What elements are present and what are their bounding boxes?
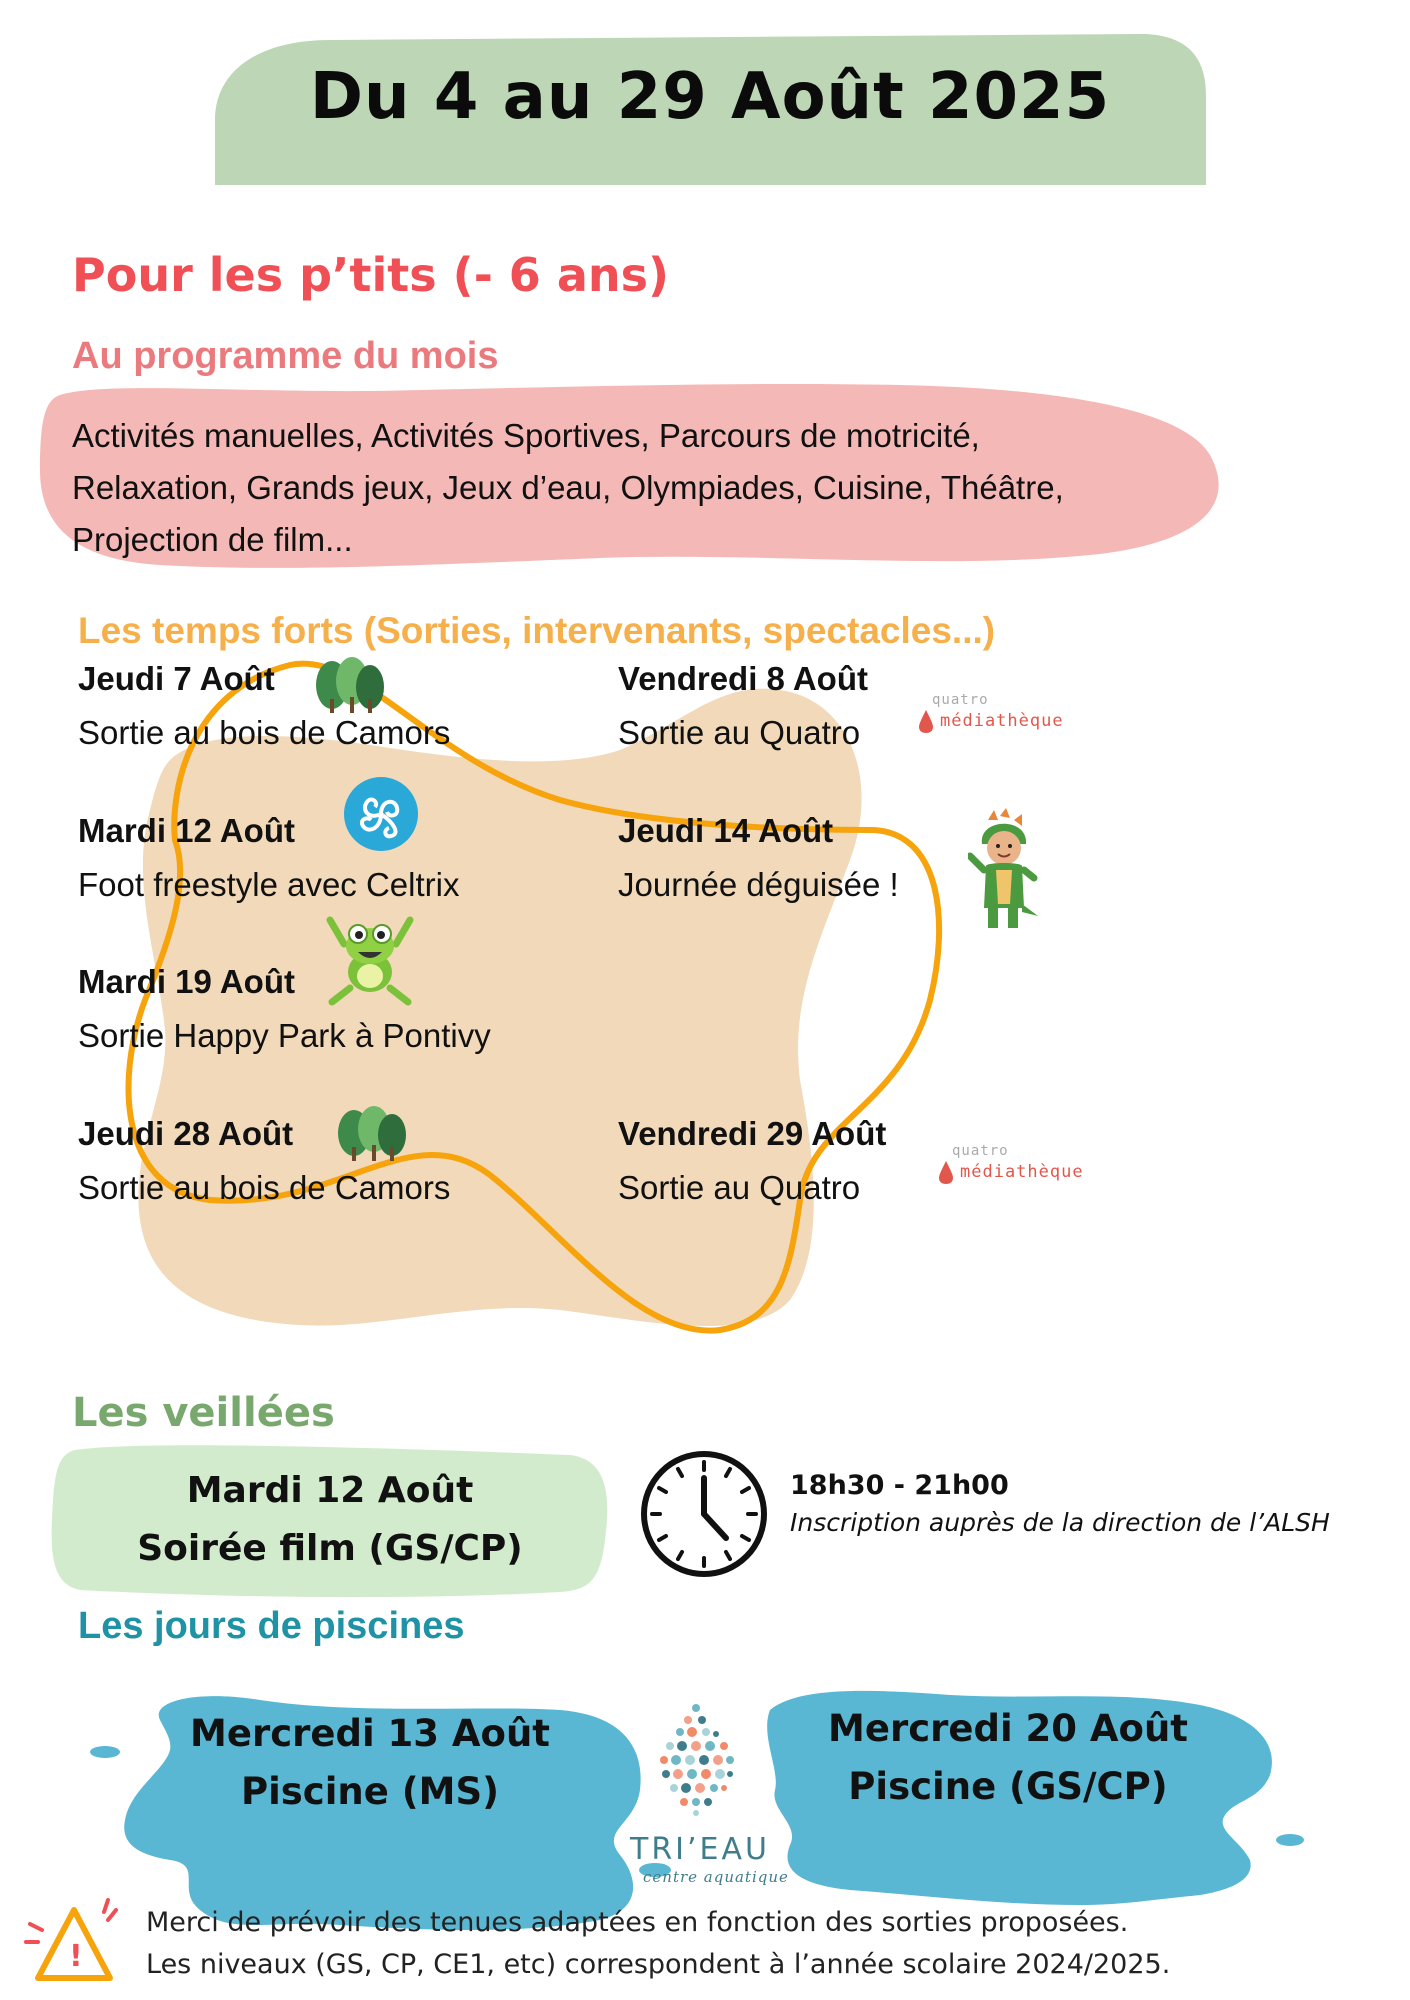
veillee-event [60, 1462, 600, 1578]
trieau-logo-sub: centre aquatique [643, 1868, 789, 1886]
event-date: Mardi 12 Août [78, 812, 295, 849]
event-desc: Journée déguisée ! [618, 866, 899, 903]
programme-line: Relaxation, Grands jeux, Jeux d’eau, Olympiades, Cuisine, Théâtre, [72, 469, 1064, 506]
trieau-logo-mark [648, 1700, 744, 1818]
quatro-logo-big: médiathèque [940, 711, 1064, 731]
veillees-heading: Les veillées [72, 1390, 335, 1436]
piscines-heading: Les jours de piscines [78, 1605, 465, 1647]
event-desc: Sortie au bois de Camors [78, 1169, 451, 1206]
event-item [78, 963, 491, 1055]
pool-day-left [150, 1705, 590, 1821]
event-item [78, 660, 450, 752]
event-date: Vendredi 29 Août [618, 1115, 887, 1152]
event-desc: Sortie au Quatro [618, 714, 861, 751]
clock-icon [638, 1448, 770, 1580]
svg-text:!: ! [69, 1939, 83, 1974]
section-main-heading: Pour les p’tits (- 6 ans) [72, 248, 670, 302]
warning-icon [24, 1898, 120, 1986]
quatro-logo-small: quatro [932, 692, 989, 708]
footer-line: Les niveaux (GS, CP, CE1, etc) correspondent à l’année scolaire 2024/2025. [146, 1949, 1171, 1980]
frog-icon [322, 910, 418, 1010]
trees-icon [314, 655, 386, 715]
pool-date: Mercredi 13 Août [190, 1712, 550, 1755]
pool-group: Piscine (GS/CP) [848, 1765, 1168, 1808]
event-date: Jeudi 7 Août [78, 660, 275, 697]
event-item [618, 660, 868, 752]
event-date: Mardi 19 Août [78, 963, 295, 1000]
veillee-time: 18h30 - 21h00 [790, 1470, 1009, 1501]
trees-icon [336, 1105, 408, 1163]
temps-forts-heading: Les temps forts (Sorties, intervenants, spectacles...) [78, 610, 996, 651]
event-desc: Sortie Happy Park à Pontivy [78, 1017, 491, 1054]
programme-line: Projection de film... [72, 521, 353, 558]
event-item [618, 812, 899, 904]
drop-icon [938, 1159, 954, 1185]
event-desc: Foot freestyle avec Celtrix [78, 866, 460, 903]
veillee-date: Mardi 12 Août [186, 1470, 474, 1511]
quatro-logo-small: quatro [952, 1143, 1009, 1159]
page-title: Du 4 au 29 Août 2025 [309, 60, 1111, 134]
quatro-logo-big: médiathèque [960, 1162, 1084, 1182]
dino-costume-kid-icon [968, 808, 1040, 934]
event-date: Jeudi 28 Août [78, 1115, 294, 1152]
pool-date: Mercredi 20 Août [828, 1707, 1188, 1750]
quatro-mediatheque-logo [918, 692, 1064, 734]
pool-day-right [778, 1700, 1238, 1816]
footer-line: Merci de prévoir des tenues adaptées en fonction des sorties proposées. [146, 1907, 1129, 1938]
event-date: Vendredi 8 Août [618, 660, 868, 697]
pool-group: Piscine (MS) [240, 1770, 500, 1813]
pool-splash [1276, 1834, 1304, 1846]
quatro-mediatheque-logo [938, 1143, 1084, 1185]
event-item [618, 1115, 886, 1207]
pool-splash [90, 1746, 120, 1758]
trieau-logo-name: TRI’EAU [630, 1832, 770, 1867]
event-desc: Sortie au Quatro [618, 1169, 861, 1206]
programme-line: Activités manuelles, Activités Sportives, Parcours de motricité, [72, 417, 980, 454]
programme-text [72, 410, 1222, 566]
celtrix-triskel-icon [343, 776, 419, 852]
event-desc: Sortie au bois de Camors [78, 714, 451, 751]
event-date: Jeudi 14 Août [618, 812, 834, 849]
veillee-title: Soirée film (GS/CP) [137, 1528, 523, 1569]
programme-heading: Au programme du mois [72, 335, 499, 377]
veillee-note: Inscription auprès de la direction de l’ALSH [790, 1508, 1330, 1537]
drop-icon [918, 708, 934, 734]
footer-notice [146, 1902, 1170, 1986]
